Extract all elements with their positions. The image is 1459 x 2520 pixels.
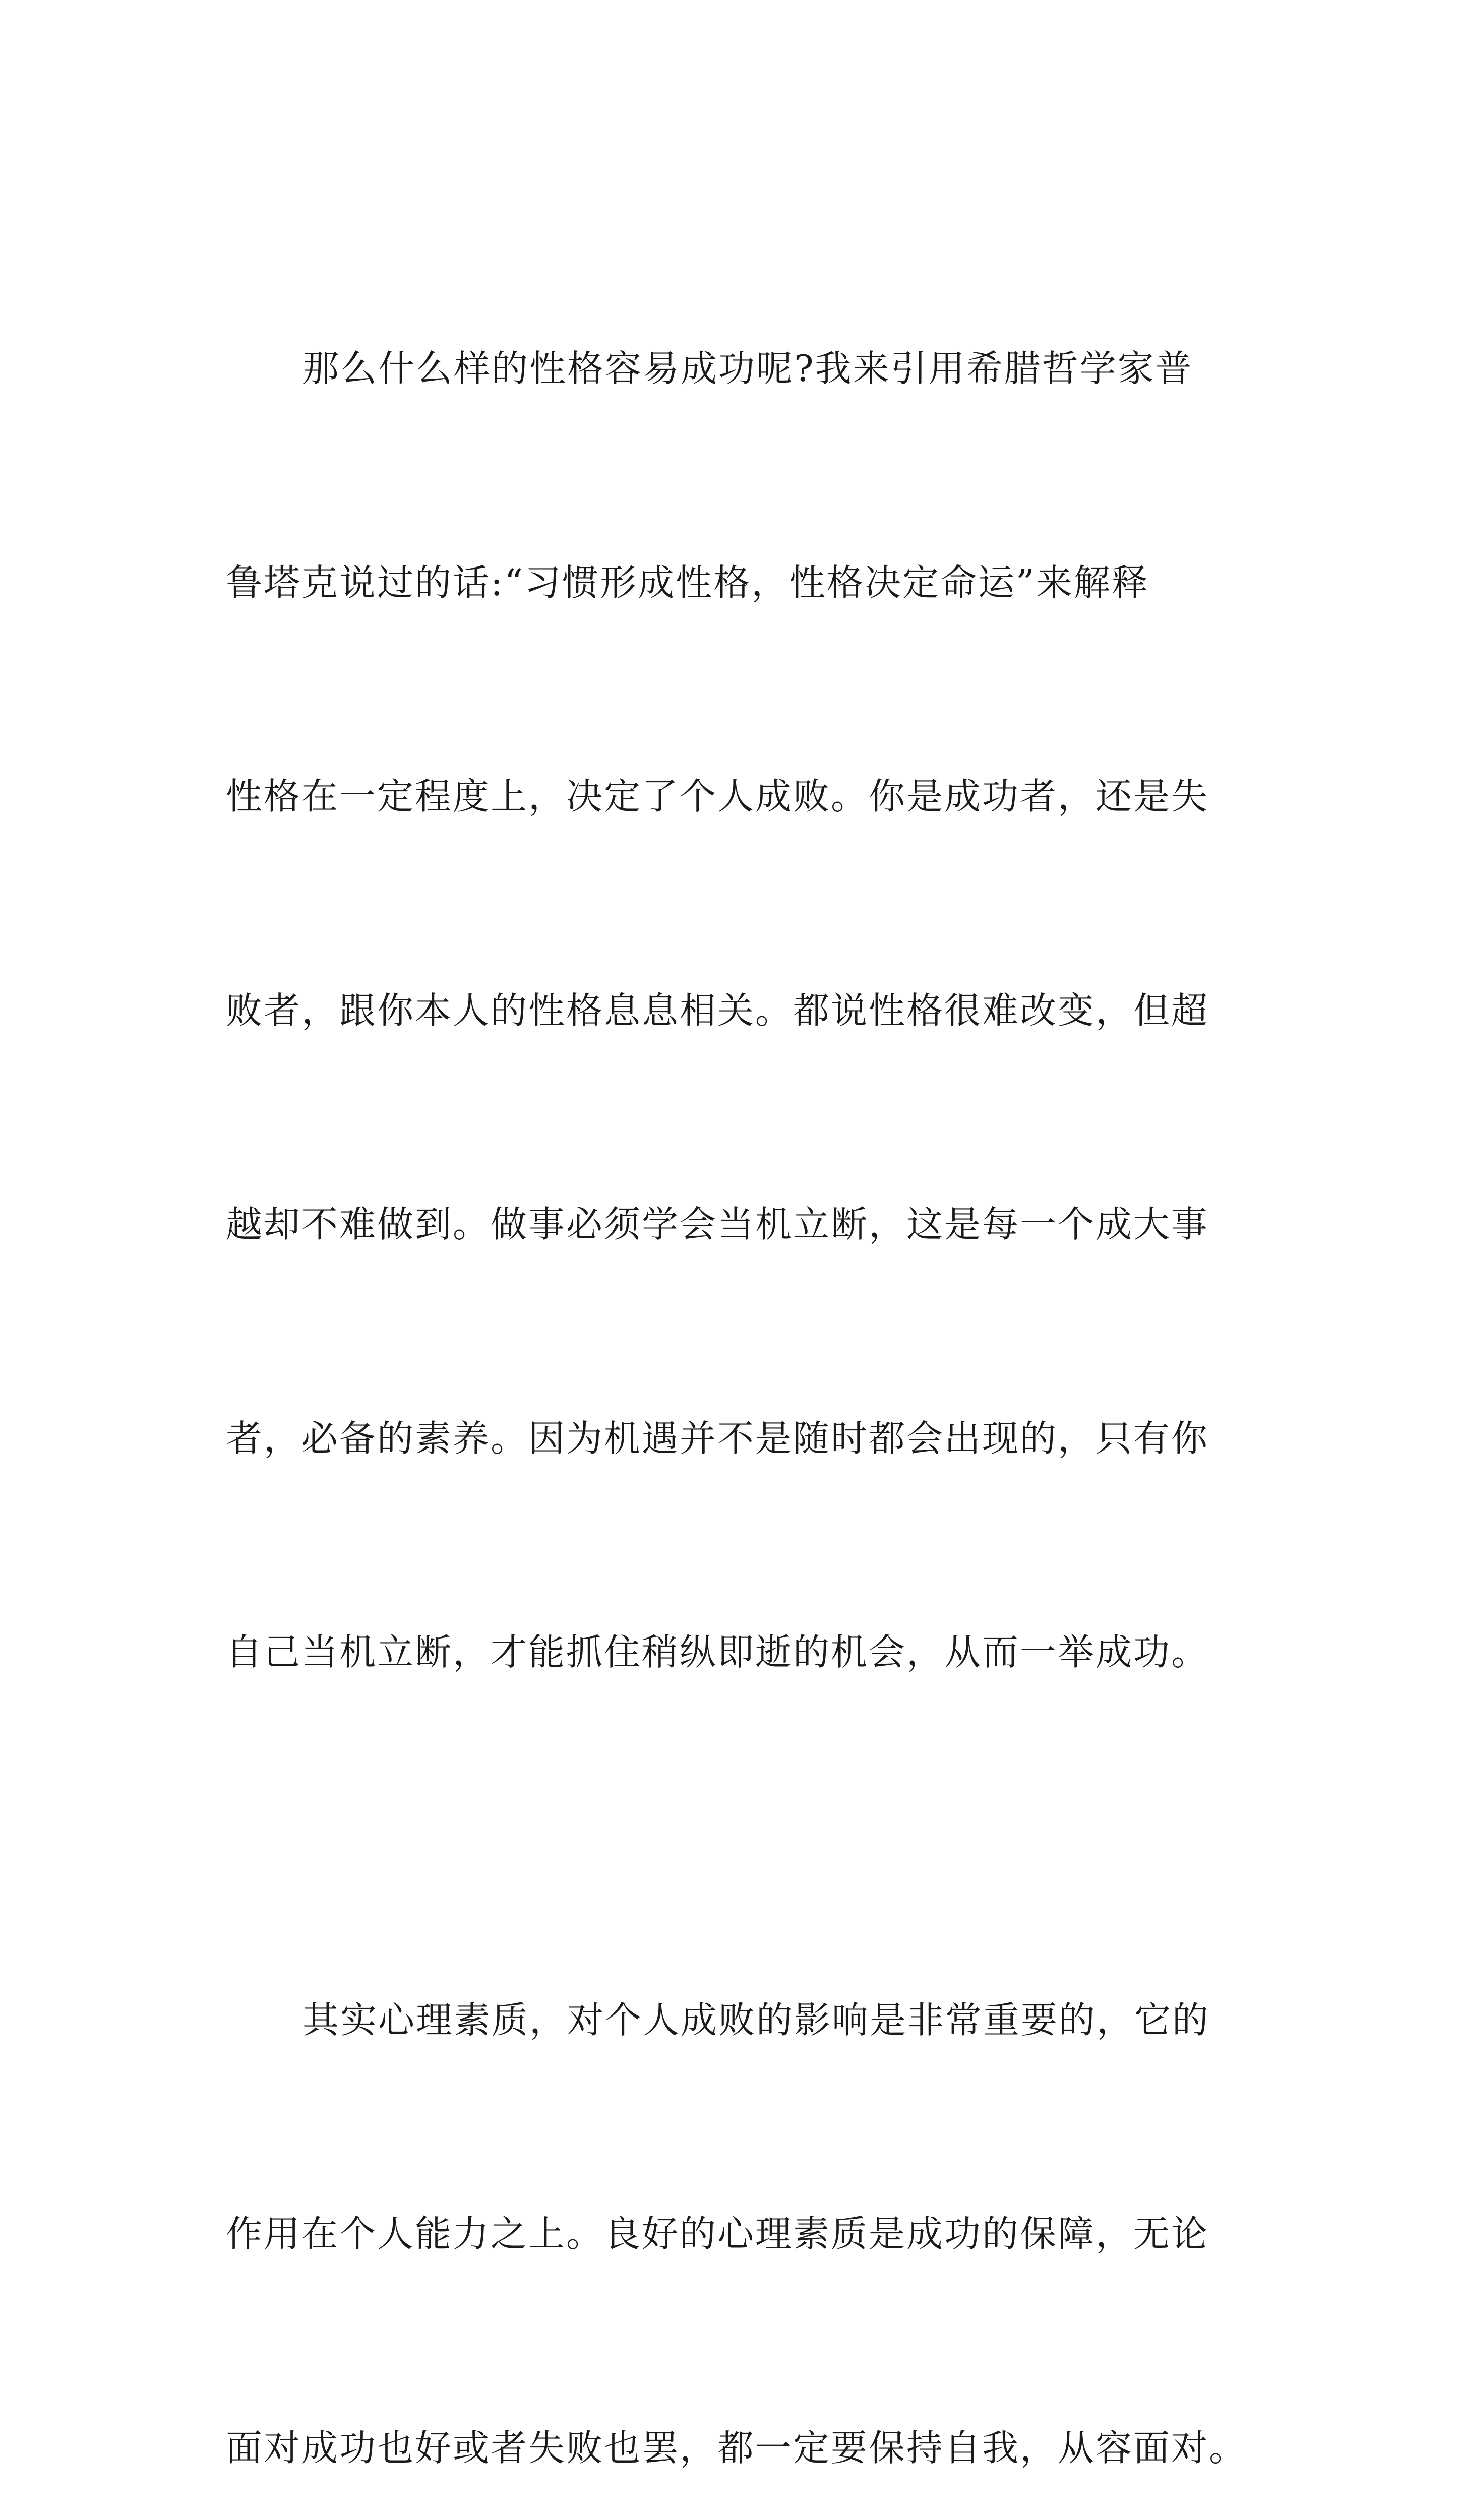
paragraph-psychological-quality	[226, 1842, 1249, 2520]
text-line: 性格在一定程度上，决定了个人成败。你是成功者，还是失	[226, 761, 1249, 833]
document-body	[226, 191, 1249, 2520]
text-line: 作用在个人能力之上。良好的心理素质是成功的保障，无论	[226, 2198, 1249, 2270]
text-line: 败者，跟你本人的性格息息相关。都说性格很难改变，但超	[226, 975, 1249, 1047]
text-line: 那么什么样的性格容易成功呢?我来引用希腊哲学家普	[226, 333, 1249, 405]
text-line: 其实心理素质，对个人成败的影响是非常重要的，它的	[226, 1985, 1249, 2056]
text-line: 自己当机立断，才能抓住稍纵即逝的机会，从而一举成功。	[226, 1617, 1249, 1688]
text-line: 者，必备的素养。因为机遇并不是随时都会出现的，只有你	[226, 1403, 1249, 1475]
text-line: 越却不难做到。做事必须学会当机立断，这是每一个成大事	[226, 1189, 1249, 1261]
text-line: 鲁塔克说过的话:“习惯形成性格，性格决定命运”来解释	[226, 547, 1249, 619]
paragraph-personality	[226, 191, 1249, 1831]
text-line: 面对成功也好或者失败也罢，都一定要保持自我，从容面对。	[226, 2413, 1249, 2484]
